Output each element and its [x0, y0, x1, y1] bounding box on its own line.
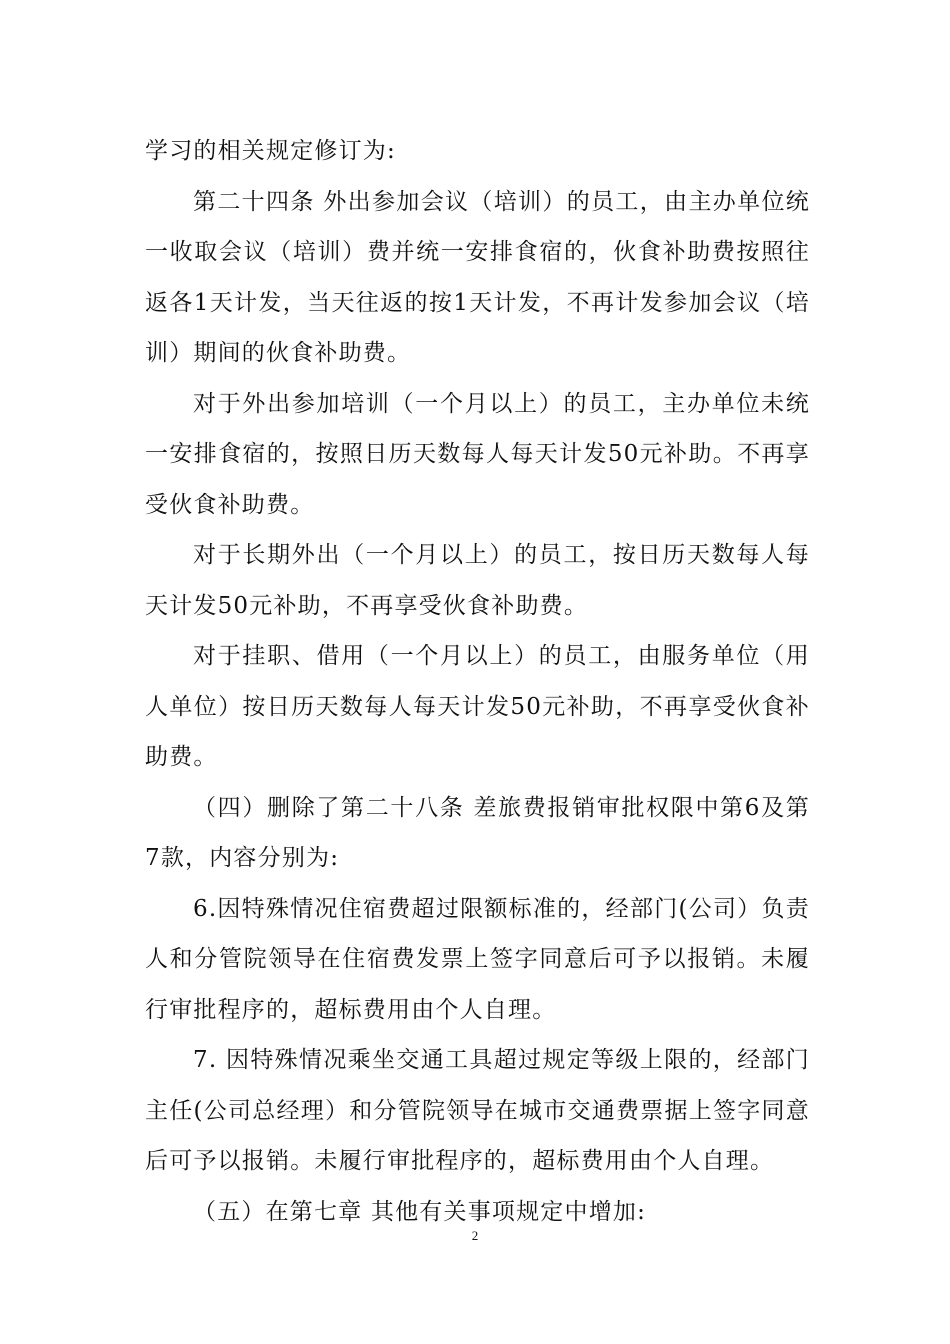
paragraph-1: 学习的相关规定修订为:: [145, 138, 396, 164]
page-number: 2: [471, 1228, 479, 1243]
paragraph-4: 对于长期外出（一个月以上）的员工，按日历天数每人每天计发50元补助，不再享受伙食补助费。: [145, 542, 810, 619]
paragraph-6: （四）删除了第二十八条 差旅费报销审批权限中第6及第7款，内容分别为:: [145, 794, 810, 871]
paragraph-3: 对于外出参加培训（一个月以上）的员工，主办单位未统一安排食宿的，按照日历天数每人每天计发50元补助。不再享受伙食补助费。: [145, 390, 810, 518]
paragraph-9: （五）在第七章 其他有关事项规定中增加:: [193, 1198, 647, 1225]
paragraph-7: 6.因特殊情况住宿费超过限额标准的，经部门(公司）负责人和分管院领导在住宿费发票上签字同意后可予以报销。未履行审批程序的，超标费用由个人自理。: [145, 895, 810, 1023]
paragraph-5: 对于挂职、借用（一个月以上）的员工，由服务单位（用人单位）按日历天数每人每天计发50元补助，不再享受伙食补助费。: [145, 643, 810, 770]
paragraph-8: 7. 因特殊情况乘坐交通工具超过规定等级上限的，经部门主任(公司总经理）和分管院领导在城市交通费票据上签字同意后可予以报销。未履行审批程序的，超标费用由个人自理。: [145, 1047, 810, 1174]
document-body: [145, 126, 810, 1237]
paragraph-2: 第二十四条 外出参加会议（培训）的员工，由主办单位统一收取会议（培训）费并统一安排食宿的，伙食补助费按照往返各1天计发，当天往返的按1天计发，不再计发参加会议（培训）期间的伙食补助费。: [145, 188, 810, 366]
